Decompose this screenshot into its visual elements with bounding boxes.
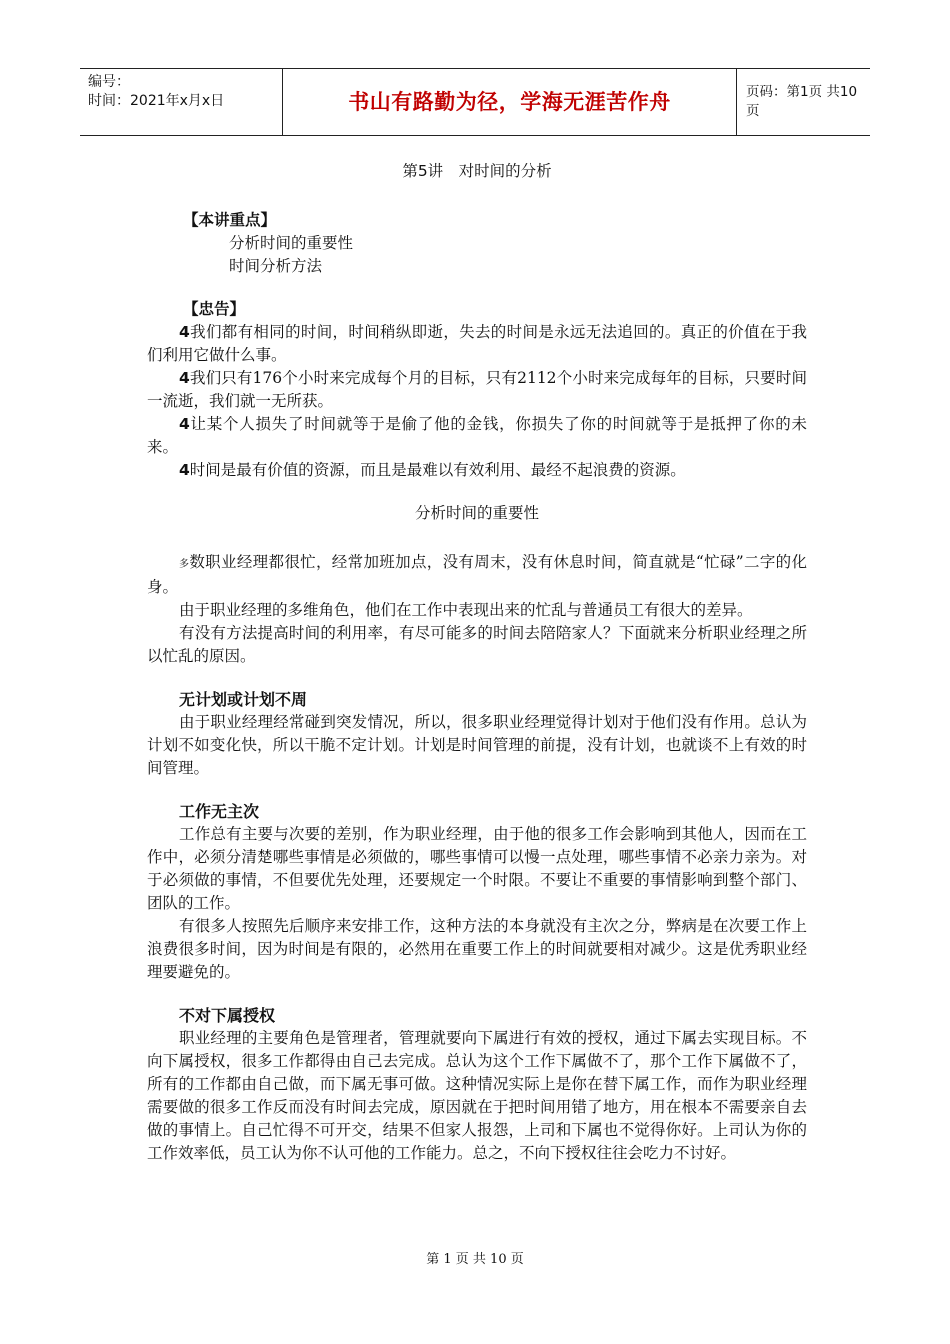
focus-heading: 【本讲重点】 — [183, 211, 277, 229]
paragraph: 有没有方法提高时间的利用率，有尽可能多的时间去陪陪家人？下面就来分析职业经理之所以忙乱的原因。 — [147, 624, 807, 665]
page-footer: 第 1 页 共 10 页 — [426, 1252, 524, 1267]
header-number-label: 编号： — [88, 74, 130, 90]
header-date-label: 时间：2021年x月x日 — [88, 93, 225, 109]
lecture-title: 第5讲 对时间的分析 — [402, 162, 552, 180]
header-motto: 书山有路勤为径，学海无涯苦作舟 — [348, 89, 671, 114]
document-body — [147, 150, 807, 1165]
header-page-label: 页码：第1页 共10页 — [746, 84, 858, 119]
subheading-no-priority: 工作无主次 — [179, 802, 260, 821]
header-motto-cell — [283, 69, 737, 135]
advice-heading: 【忠告】 — [183, 300, 246, 318]
section-title-importance: 分析时间的重要性 — [414, 504, 539, 522]
advice-item: 4我们都有相同的时间，时间稍纵即逝，失去的时间是永远无法追回的。真正的价值在于我们利用它做什么事。 — [147, 323, 807, 364]
page-header — [80, 68, 870, 136]
first-char: 多 — [179, 559, 190, 570]
focus-item: 时间分析方法 — [229, 257, 323, 275]
subheading-no-plan: 无计划或计划不周 — [179, 690, 308, 709]
paragraph: 有很多人按照先后顺序来安排工作，这种方法的本身就没有主次之分，弊病是在次要工作上浪费很多时间，因为时间是有限的，必然用在重要工作上的时间就要相对减少。这是优秀职业经理要避免的。 — [147, 917, 807, 981]
header-page-cell — [736, 69, 870, 135]
focus-item: 分析时间的重要性 — [229, 234, 354, 252]
header-meta-cell — [80, 69, 283, 135]
paragraph: 由于职业经理经常碰到突发情况，所以，很多职业经理觉得计划对于他们没有作用。总认为计划不如变化快，所以干脆不定计划。计划是时间管理的前提，没有计划，也就谈不上有效的时间管理。 — [147, 713, 807, 777]
advice-bullet: 4 — [179, 323, 190, 341]
advice-bullet: 4 — [179, 369, 190, 387]
paragraph: 多数职业经理都很忙，经常加班加点，没有周末，没有休息时间，简直就是“忙碌”二字的化身。 — [147, 553, 808, 596]
advice-item: 4我们只有176个小时来完成每个月的目标，只有2112个小时来完成每年的目标，只要时间一流逝，我们就一无所获。 — [147, 369, 807, 410]
paragraph: 职业经理的主要角色是管理者，管理就要向下属进行有效的授权，通过下属去实现目标。不向下属授权，很多工作都得由自己去完成。总认为这个工作下属做不了，那个工作下属做不了，所有的工作都由自己做，而下属无事可做。这种情况实际上是你在替下属工作，而作为职业经理需要做的很多工作反而没有时间去完成，原因就在于把时间用错了地方，用在根本不需要亲自去做的事情上。自己忙得不可开交，结果不但家人报怨，上司和下属也不觉得你好。上司认为你的工作效率低，员工认为你不认可他的工作能力。总之，不向下授权往往会吃力不讨好。 — [147, 1029, 807, 1162]
advice-item: 4时间是最有价值的资源，而且是最难以有效利用、最经不起浪费的资源。 — [179, 461, 686, 479]
paragraph: 工作总有主要与次要的差别，作为职业经理，由于他的很多工作会影响到其他人，因而在工作中，必须分清楚哪些事情是必须做的，哪些事情可以慢一点处理，哪些事情不必亲力亲为。对于必须做的事情，不但要优先处理，还要规定一个时限。不要让不重要的事情影响到整个部门、团队的工作。 — [147, 825, 807, 912]
subheading-no-delegate: 不对下属授权 — [179, 1006, 276, 1025]
advice-item: 4让某个人损失了时间就等于是偷了他的金钱，你损失了你的时间就等于是抵押了你的未来。 — [147, 415, 807, 456]
advice-bullet: 4 — [179, 461, 190, 479]
paragraph: 由于职业经理的多维角色，他们在工作中表现出来的忙乱与普通员工有很大的差异。 — [179, 601, 753, 619]
advice-bullet: 4 — [179, 415, 190, 433]
